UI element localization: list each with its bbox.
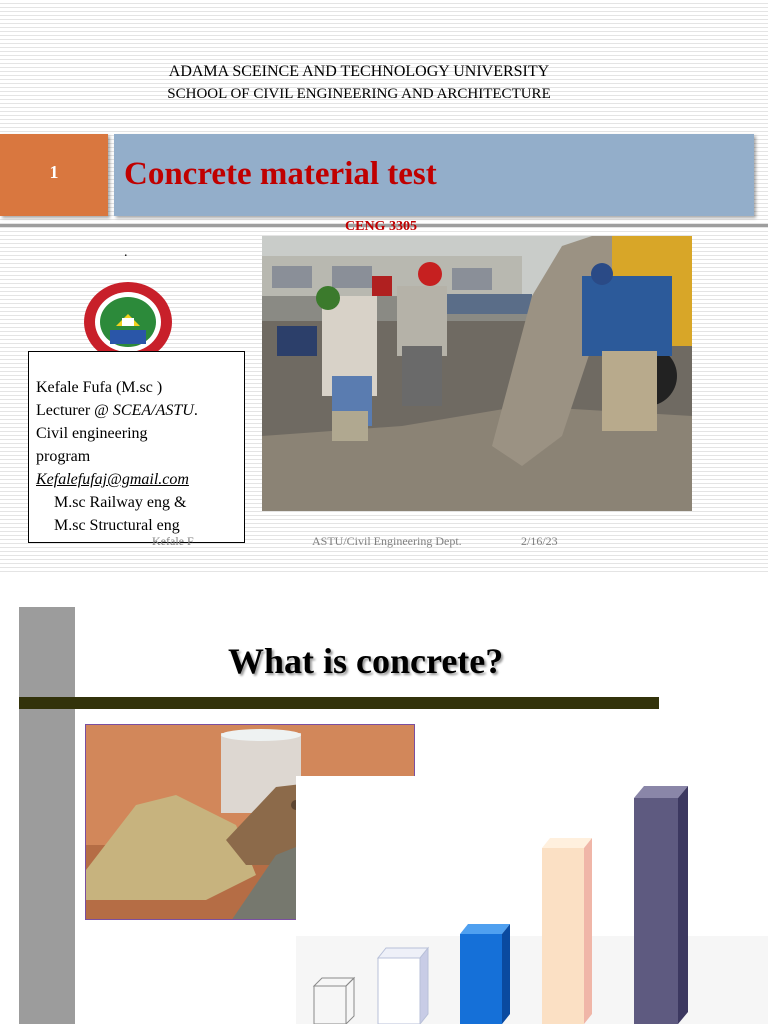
bar-4 — [542, 838, 592, 1024]
bar-graphic — [296, 776, 768, 1024]
instructor-name: Kefale Fufa (M.sc ) — [36, 379, 163, 396]
title-bar — [114, 134, 754, 216]
school-name: SCHOOL OF CIVIL ENGINEERING AND ARCHITECTURE — [167, 86, 551, 102]
degree-1: M.sc Railway eng & — [54, 494, 187, 511]
email-link[interactable] — [36, 468, 244, 491]
accent-bar — [19, 697, 659, 709]
footer-author: Kefale F — [152, 534, 194, 548]
email-text[interactable]: Kefalefufaj@gmail.com — [36, 471, 189, 488]
course-code: CENG 3305 — [345, 219, 417, 234]
slide-number: 1 — [49, 162, 59, 182]
bar-3 — [460, 924, 510, 1024]
bar-5 — [634, 786, 688, 1024]
bullet-dot: . — [124, 245, 128, 260]
degree-2: M.sc Structural eng — [54, 517, 180, 534]
construction-workers-photo — [262, 236, 692, 511]
program-line-2: program — [36, 448, 91, 465]
bar-2 — [378, 948, 428, 1024]
lecturer-suffix: . — [193, 402, 198, 419]
lecturer-org: SCEA/ASTU — [112, 402, 194, 419]
side-bar — [19, 607, 75, 1024]
concrete-question-title: What is concrete? — [228, 641, 504, 681]
footer-date: 2/16/23 — [521, 534, 558, 548]
slide-title: Concrete material test — [124, 156, 437, 192]
instructor-info-box — [28, 351, 245, 543]
program-line-1: Civil engineering — [36, 425, 148, 442]
slide-number-box — [0, 134, 108, 216]
footer-department: ASTU/Civil Engineering Dept. — [312, 534, 462, 548]
lecturer-line — [36, 399, 244, 422]
university-name: ADAMA SCEINCE AND TECHNOLOGY UNIVERSITY — [168, 63, 550, 80]
lecturer-prefix: Lecturer @ — [36, 402, 113, 419]
